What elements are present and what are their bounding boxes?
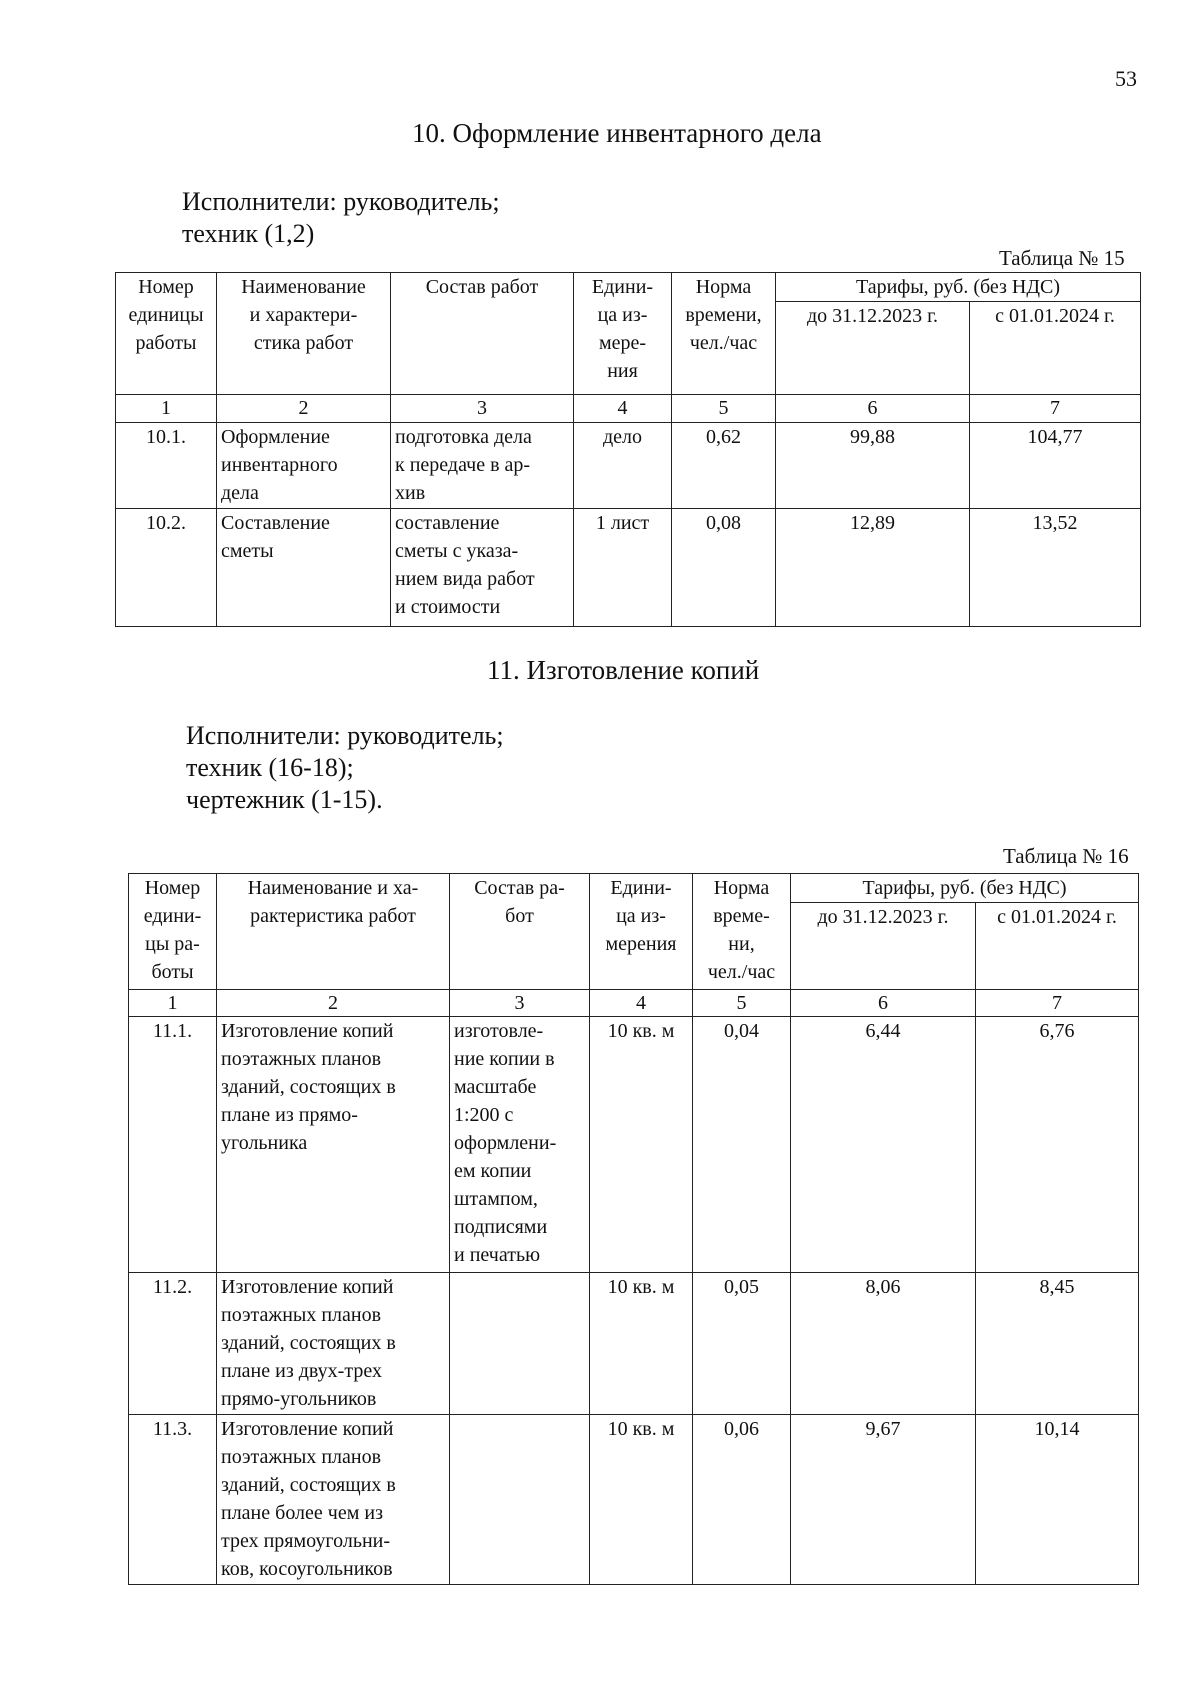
executors-line: техник (16-18); xyxy=(186,753,354,782)
cell-norm: 0,62 xyxy=(672,423,776,509)
cell-tariff-before: 99,88 xyxy=(776,423,970,509)
table-index-row xyxy=(116,395,1141,423)
index-cell: 7 xyxy=(976,990,1139,1017)
section-10-executors xyxy=(182,186,500,250)
section-10-title: 10. Оформление инвентарного дела xyxy=(412,118,822,148)
executors-line: чертежник (1-15). xyxy=(186,785,383,814)
page-number: 53 xyxy=(1115,66,1137,91)
index-cell: 1 xyxy=(129,990,217,1017)
executors-line: Исполнители: руководитель; xyxy=(186,721,504,750)
index-cell: 3 xyxy=(450,990,590,1017)
cell-unit: 10 кв. м xyxy=(590,1017,693,1273)
header-num: Номер единицы работы xyxy=(116,273,217,395)
header-unit: Едини- ца из- мерения xyxy=(590,874,693,990)
header-name: Наименование и ха- рактеристика работ xyxy=(217,874,450,990)
cell-num: 11.2. xyxy=(129,1273,217,1415)
index-cell: 4 xyxy=(590,990,693,1017)
cell-tariff-before: 8,06 xyxy=(791,1273,976,1415)
cell-norm: 0,08 xyxy=(672,509,776,627)
index-cell: 5 xyxy=(672,395,776,423)
cell-unit: 10 кв. м xyxy=(590,1415,693,1585)
index-cell: 2 xyxy=(217,395,391,423)
table-row xyxy=(129,1415,1139,1585)
cell-tariff-after: 8,45 xyxy=(976,1273,1139,1415)
index-cell: 7 xyxy=(970,395,1141,423)
table-row xyxy=(129,1017,1139,1273)
header-tariff-after: с 01.01.2024 г. xyxy=(970,302,1141,395)
cell-unit: 10 кв. м xyxy=(590,1273,693,1415)
cell-num: 10.1. xyxy=(116,423,217,509)
header-num: Номер едини- цы ра- боты xyxy=(129,874,217,990)
header-name: Наименование и характери- стика работ xyxy=(217,273,391,395)
header-composition: Состав ра- бот xyxy=(450,874,590,990)
index-cell: 5 xyxy=(693,990,791,1017)
header-tariff-before: до 31.12.2023 г. xyxy=(776,302,970,395)
cell-name: Оформление инвентарного дела xyxy=(217,423,391,509)
table-15 xyxy=(115,272,1141,627)
index-cell: 2 xyxy=(217,990,450,1017)
table-row xyxy=(129,1273,1139,1415)
table-header-row xyxy=(129,874,1139,903)
cell-tariff-after: 10,14 xyxy=(976,1415,1139,1585)
table-16-caption: Таблица № 16 xyxy=(1003,844,1129,868)
cell-name: Изготовление копий поэтажных планов зданий, состоящих в плане из прямо- угольника xyxy=(217,1017,450,1273)
section-11-title: 11. Изготовление копий xyxy=(487,655,760,685)
table-row xyxy=(116,509,1141,627)
table-header-row xyxy=(116,273,1141,302)
cell-name: Изготовление копий поэтажных планов зданий, состоящих в плане более чем из трех прямоугольни- ков, косоугольников xyxy=(217,1415,450,1585)
cell-composition xyxy=(450,1273,590,1415)
section-11-executors xyxy=(186,720,504,816)
cell-norm: 0,06 xyxy=(693,1415,791,1585)
cell-num: 11.3. xyxy=(129,1415,217,1585)
table-16 xyxy=(128,873,1139,1585)
table-index-row xyxy=(129,990,1139,1017)
header-norm: Норма времени, чел./час xyxy=(672,273,776,395)
index-cell: 1 xyxy=(116,395,217,423)
cell-norm: 0,05 xyxy=(693,1273,791,1415)
index-cell: 3 xyxy=(391,395,574,423)
header-norm: Норма време- ни, чел./час xyxy=(693,874,791,990)
executors-line: Исполнители: руководитель; xyxy=(182,187,500,216)
index-cell: 6 xyxy=(791,990,976,1017)
cell-tariff-after: 6,76 xyxy=(976,1017,1139,1273)
cell-composition: составление сметы с указа- нием вида работ и стоимости xyxy=(391,509,574,627)
index-cell: 4 xyxy=(574,395,672,423)
cell-num: 10.2. xyxy=(116,509,217,627)
cell-composition: изготовле- ние копии в масштабе 1:200 с оформлени- ем копии штампом, подписями и печатью xyxy=(450,1017,590,1273)
header-composition: Состав работ xyxy=(391,273,574,395)
cell-tariff-after: 13,52 xyxy=(970,509,1141,627)
cell-unit: 1 лист xyxy=(574,509,672,627)
cell-unit: дело xyxy=(574,423,672,509)
header-unit: Едини- ца из- мере- ния xyxy=(574,273,672,395)
cell-composition: подготовка дела к передаче в ар- хив xyxy=(391,423,574,509)
cell-tariff-before: 6,44 xyxy=(791,1017,976,1273)
cell-tariff-before: 9,67 xyxy=(791,1415,976,1585)
cell-tariff-before: 12,89 xyxy=(776,509,970,627)
table-15-caption: Таблица № 15 xyxy=(999,246,1125,270)
index-cell: 6 xyxy=(776,395,970,423)
executors-line: техник (1,2) xyxy=(182,219,315,248)
cell-tariff-after: 104,77 xyxy=(970,423,1141,509)
cell-name: Составление сметы xyxy=(217,509,391,627)
table-row xyxy=(116,423,1141,509)
cell-num: 11.1. xyxy=(129,1017,217,1273)
header-tariff-after: с 01.01.2024 г. xyxy=(976,903,1139,990)
header-tariffs: Тарифы, руб. (без НДС) xyxy=(776,273,1141,302)
header-tariff-before: до 31.12.2023 г. xyxy=(791,903,976,990)
cell-norm: 0,04 xyxy=(693,1017,791,1273)
cell-composition xyxy=(450,1415,590,1585)
cell-name: Изготовление копий поэтажных планов зданий, состоящих в плане из двух-трех прямо-угольников xyxy=(217,1273,450,1415)
header-tariffs: Тарифы, руб. (без НДС) xyxy=(791,874,1139,903)
